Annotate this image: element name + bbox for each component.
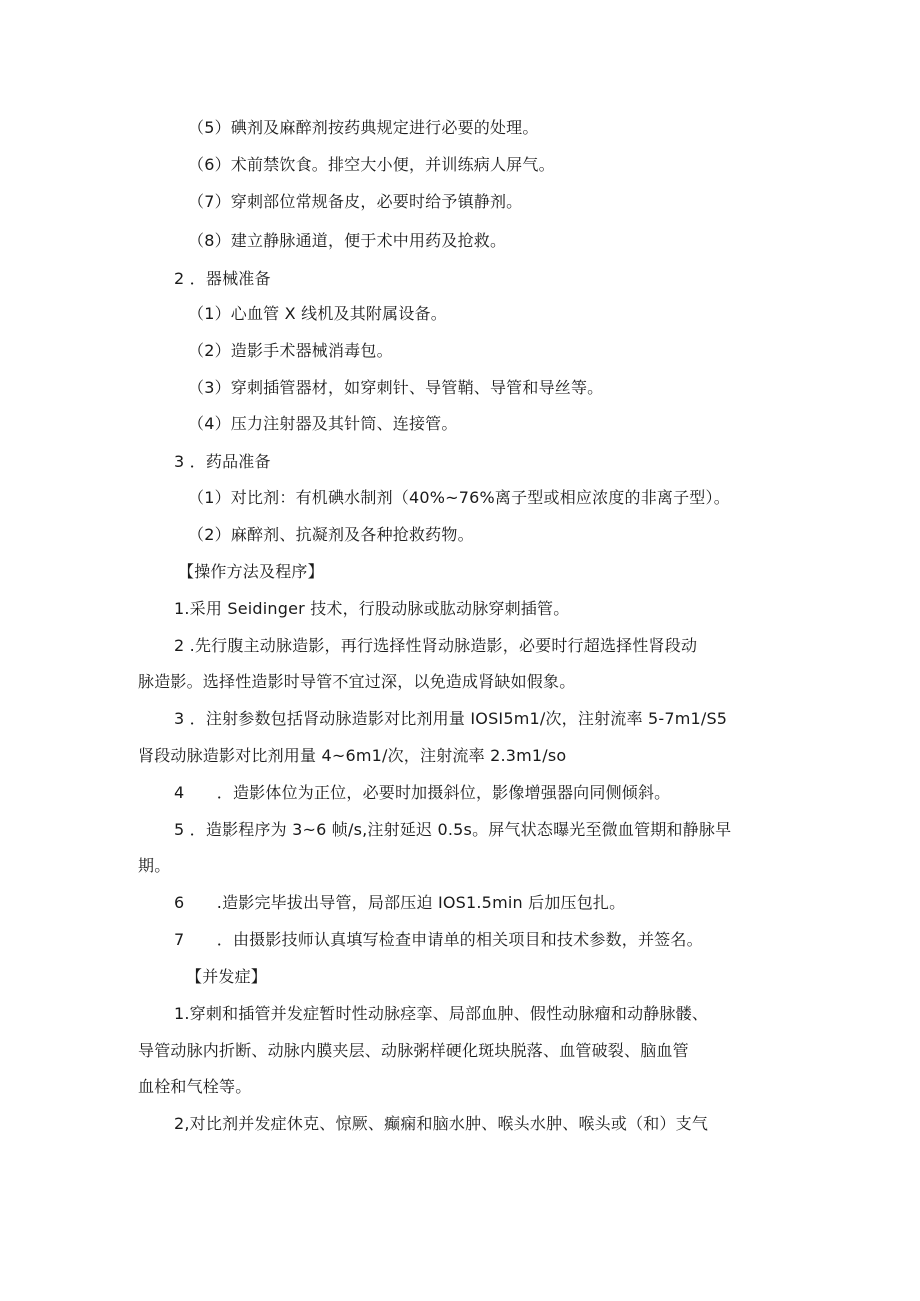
prep-item-5: （5）碘剂及麻醉剂按药典规定进行必要的处理。 — [188, 118, 539, 137]
procedure-line-1: 1.采用 Seidinger 技术，行股动脉或肱动脉穿刺插管。 — [174, 599, 570, 618]
drug-item-1: （1）对比剂：有机碘水制剂（40%~76%离子型或相应浓度的非离子型）。 — [188, 488, 730, 507]
procedure-line-4: 3 ．注射参数包括肾动脉造影对比剂用量 IOSI5m1∕次，注射流率 5-7m1∕S5 — [174, 709, 728, 728]
equipment-heading: 2 ．器械准备 — [174, 269, 271, 288]
procedure-line-7: 5 ．造影程序为 3~6 帧/s,注射延迟 0.5s。屏气状态曝光至微血管期和静脉早 — [174, 820, 732, 839]
prep-item-6: （6）术前禁饮食。排空大小便，并训练病人屏气。 — [188, 155, 555, 174]
equipment-item-1: （1）心血管 X 线机及其附属设备。 — [188, 304, 447, 323]
equipment-item-3: （3）穿刺插管器材，如穿刺针、导管鞘、导管和导丝等。 — [188, 378, 604, 397]
procedure-line-2: 2 .先行腹主动脉造影，再行选择性肾动脉造影，必要时行超选择性肾段动 — [174, 636, 698, 655]
complications-line-1: 1.穿刺和插管并发症暂时性动脉痉挛、局部血肿、假性动脉瘤和动静脉髅、 — [174, 1004, 709, 1023]
prep-item-7: （7）穿刺部位常规备皮，必要时给予镇静剂。 — [188, 192, 523, 211]
procedure-line-8: 期。 — [138, 856, 171, 875]
drug-item-2: （2）麻醉剂、抗凝剂及各种抢救药物。 — [188, 525, 474, 544]
prep-item-8: （8）建立静脉通道，便于术中用药及抢救。 — [188, 231, 507, 250]
procedure-line-10: 7 ．由摄影技师认真填写检查申请单的相关项目和技术参数，并签名。 — [174, 930, 703, 949]
complications-line-2: 导管动脉内折断、动脉内膜夹层、动脉粥样硬化斑块脱落、血管破裂、脑血管 — [138, 1041, 689, 1060]
equipment-item-4: （4）压力注射器及其针筒、连接管。 — [188, 414, 458, 433]
procedure-line-5: 肾段动脉造影对比剂用量 4~6m1∕次，注射流率 2.3m1∕so — [138, 746, 567, 765]
complications-line-3: 血栓和气栓等。 — [138, 1077, 252, 1096]
complications-heading: 【并发症】 — [186, 967, 268, 986]
procedure-line-3: 脉造影。选择性造影时导管不宜过深，以免造成肾缺如假象。 — [138, 672, 576, 691]
drug-heading: 3 ．药品准备 — [174, 452, 271, 471]
complications-line-4: 2,对比剂并发症休克、惊厥、癫痫和脑水肿、喉头水肿、喉头或（和）支气 — [174, 1114, 709, 1133]
procedure-heading: 【操作方法及程序】 — [178, 562, 324, 581]
procedure-line-9: 6 .造影完毕拔出导管，局部压迫 IOS1.5min 后加压包扎。 — [174, 893, 626, 912]
equipment-item-2: （2）造影手术器械消毒包。 — [188, 341, 393, 360]
procedure-line-6: 4 ．造影体位为正位，必要时加摄斜位，影像增强器向同侧倾斜。 — [174, 783, 671, 802]
